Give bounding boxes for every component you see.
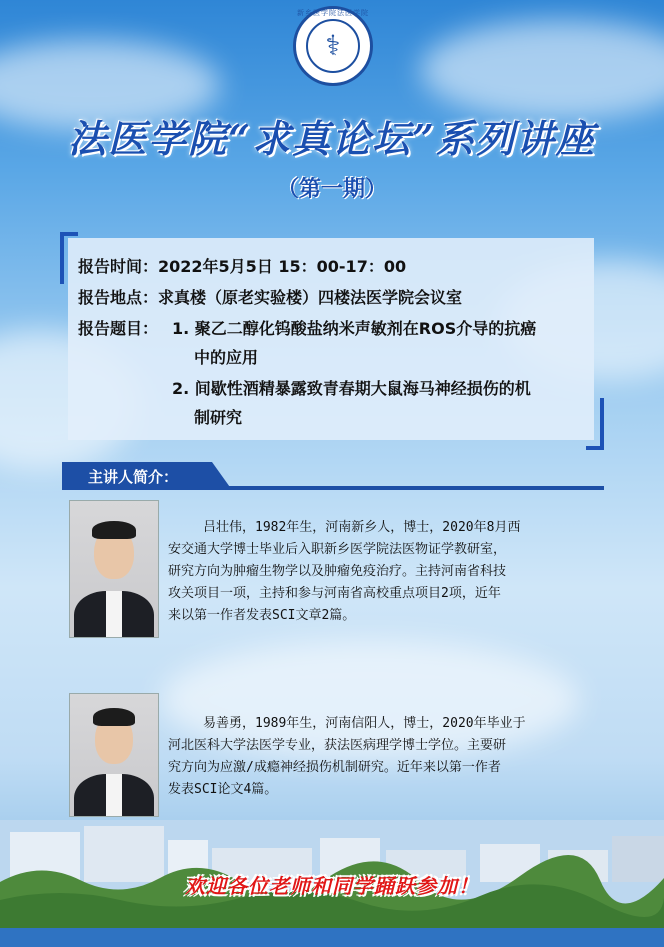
speaker-2-bio-line: 发表SCI论文4篇。 xyxy=(168,782,278,797)
caduceus-icon: ⚕ xyxy=(325,29,341,62)
report-place-row xyxy=(78,285,462,308)
speaker-1-bio-line: 研究方向为肿瘤生物学以及肿瘤免疫治疗。主持河南省科技 xyxy=(168,564,507,579)
speaker-2-bio-line: 河北医科大学法医学专业，获法医病理学博士学位。主要研 xyxy=(168,738,507,753)
topic-2-line-2: 制研究 xyxy=(194,408,243,427)
speaker-1-bio-line: 安交通大学博士毕业后入职新乡医学院法医物证学教研室， xyxy=(168,542,507,557)
speaker-1-photo xyxy=(69,500,159,638)
photo-hair xyxy=(92,521,136,539)
speaker-1-bio-line: 来以第一作者发表SCI文章2篇。 xyxy=(168,608,356,623)
footer-band xyxy=(0,928,664,947)
report-place-value: 求真楼（原老实验楼）四楼法医学院会议室 xyxy=(158,288,463,307)
photo-shirt xyxy=(106,591,122,637)
bracket-top-left-decoration xyxy=(60,232,78,284)
welcome-message: 欢迎各位老师和同学踊跃参加！ xyxy=(185,874,479,898)
photo-hair xyxy=(93,708,135,726)
report-topic-label: 报告题目： xyxy=(78,319,159,338)
logo-ring-text: 新乡医学院法医学院 xyxy=(297,9,369,17)
report-time-row xyxy=(78,254,406,277)
cloud-decoration xyxy=(420,20,664,120)
speaker-1-bio-line: 吕壮伟，1982年生，河南新乡人，博士，2020年8月西 xyxy=(203,520,521,535)
page-title: 法医学院“求真论坛”系列讲座 xyxy=(68,116,596,161)
speaker-section-title: 主讲人简介： xyxy=(88,468,179,486)
report-place-label: 报告地点： xyxy=(78,288,159,307)
report-time-label: 报告时间： xyxy=(78,257,159,276)
speaker-1-bio-line: 攻关项目一项，主持和参与河南省高校重点项目2项，近年 xyxy=(168,586,501,601)
page-subtitle: （第一期） xyxy=(276,177,387,202)
report-time-value: 2022年5月5日 15：00-17：00 xyxy=(158,257,407,276)
school-logo xyxy=(293,6,373,86)
topic-2-line-1: 2. 间歇性酒精暴露致青春期大鼠海马神经损伤的机 xyxy=(172,379,531,398)
speaker-2-bio-line: 究方向为应激/成瘾神经损伤机制研究。近年来以第一作者 xyxy=(168,760,501,775)
speaker-2-bio-line: 易善勇，1989年生，河南信阳人，博士，2020年毕业于 xyxy=(203,716,526,731)
topic-1-line-1: 1. 聚乙二醇化钨酸盐纳米声敏剂在ROS介导的抗癌 xyxy=(172,319,537,338)
speaker-2-photo xyxy=(69,693,159,817)
logo-emblem xyxy=(306,19,360,73)
photo-shirt xyxy=(106,774,122,816)
bracket-bottom-right-decoration xyxy=(586,398,604,450)
topic-1-line-2: 中的应用 xyxy=(194,348,259,367)
